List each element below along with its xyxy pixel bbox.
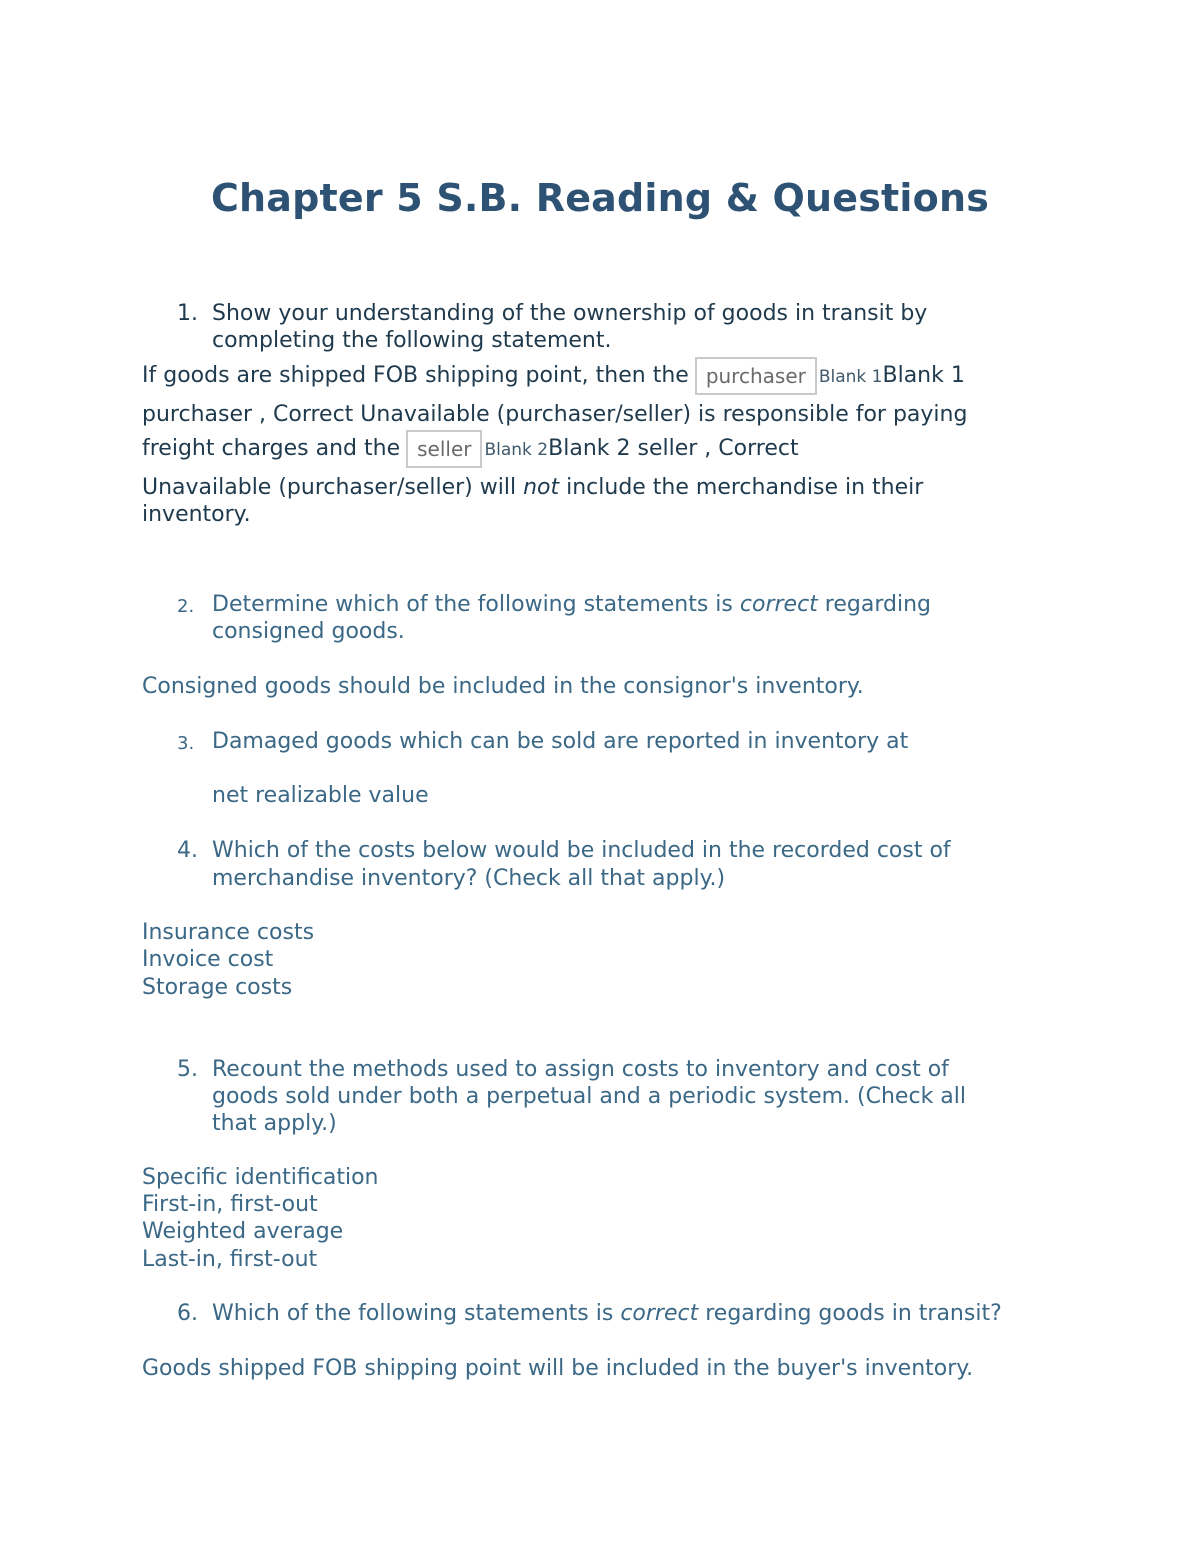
q6-answer: Goods shipped FOB shipping point will be included in the buyer's inventory. <box>142 1356 974 1381</box>
q1-line3-text: freight charges and the <box>142 436 401 461</box>
q5-prompt-line2: goods sold under both a perpetual and a periodic system. (Check all <box>212 1084 967 1109</box>
page-title: Chapter 5 S.B. Reading & Questions <box>210 176 990 220</box>
q1-prompt-line2: completing the following statement. <box>212 328 612 353</box>
blank1-label: Blank 1 <box>882 363 965 388</box>
q5-answer-item: Weighted average <box>142 1219 344 1244</box>
q3-number: 3. <box>177 733 195 754</box>
q6-prompt-b: regarding goods in transit? <box>705 1301 1002 1326</box>
q4-number: 4. <box>177 838 198 863</box>
q4-prompt-line1: Which of the costs below would be included in the recorded cost of <box>212 838 951 863</box>
blank1-input[interactable]: purchaser <box>695 357 817 395</box>
q4-answer-item: Invoice cost <box>142 947 274 972</box>
q6-number: 6. <box>177 1301 198 1326</box>
q1-line4-text-b: include the merchandise in their <box>566 475 924 500</box>
q1-prompt-line1: Show your understanding of the ownership of goods in transit by <box>212 301 928 326</box>
q2-prompt-italic: correct <box>739 592 818 617</box>
q2-prompt-b: regarding <box>824 592 931 617</box>
q1-statement-line1 <box>142 355 965 398</box>
q3-answer: net realizable value <box>212 783 429 808</box>
blank2-label: Blank 2 seller , Correct <box>548 436 799 461</box>
q2-prompt-line2: consigned goods. <box>212 619 405 644</box>
q1-line4-text-a: Unavailable (purchaser/seller) will <box>142 475 517 500</box>
q6-prompt <box>212 1300 1002 1327</box>
q6-prompt-italic: correct <box>620 1301 699 1326</box>
q2-prompt-a: Determine which of the following statements is <box>212 592 733 617</box>
q2-prompt-line1 <box>212 591 931 618</box>
q5-prompt-line3: that apply.) <box>212 1111 337 1136</box>
q1-statement-line2: purchaser , Correct Unavailable (purchaser/seller) is responsible for paying <box>142 402 968 427</box>
q5-answer-item: Last-in, first-out <box>142 1247 318 1272</box>
q6-prompt-a: Which of the following statements is <box>212 1301 614 1326</box>
blank2-tag: Blank 2 <box>484 440 549 460</box>
q1-number: 1. <box>177 301 198 326</box>
q4-answer-item: Insurance costs <box>142 920 315 945</box>
q5-number: 5. <box>177 1057 198 1082</box>
q4-answer-item: Storage costs <box>142 975 293 1000</box>
blank1-tag: Blank 1 <box>818 367 883 387</box>
q1-line1-text: If goods are shipped FOB shipping point, then the <box>142 363 689 388</box>
q1-statement-line3 <box>142 428 799 471</box>
q1-line4-italic: not <box>523 475 560 500</box>
q2-answer: Consigned goods should be included in the consignor's inventory. <box>142 674 864 699</box>
q5-answer-item: Specific identification <box>142 1165 379 1190</box>
q5-prompt-line1: Recount the methods used to assign costs to inventory and cost of <box>212 1057 949 1082</box>
blank2-input[interactable]: seller <box>406 430 482 468</box>
q4-prompt-line2: merchandise inventory? (Check all that apply.) <box>212 866 726 891</box>
q5-answer-item: First-in, first-out <box>142 1192 318 1217</box>
q3-prompt: Damaged goods which can be sold are reported in inventory at <box>212 729 909 754</box>
q1-statement-line4 <box>142 474 923 501</box>
q2-number: 2. <box>177 596 195 617</box>
q1-statement-line5: inventory. <box>142 502 251 527</box>
